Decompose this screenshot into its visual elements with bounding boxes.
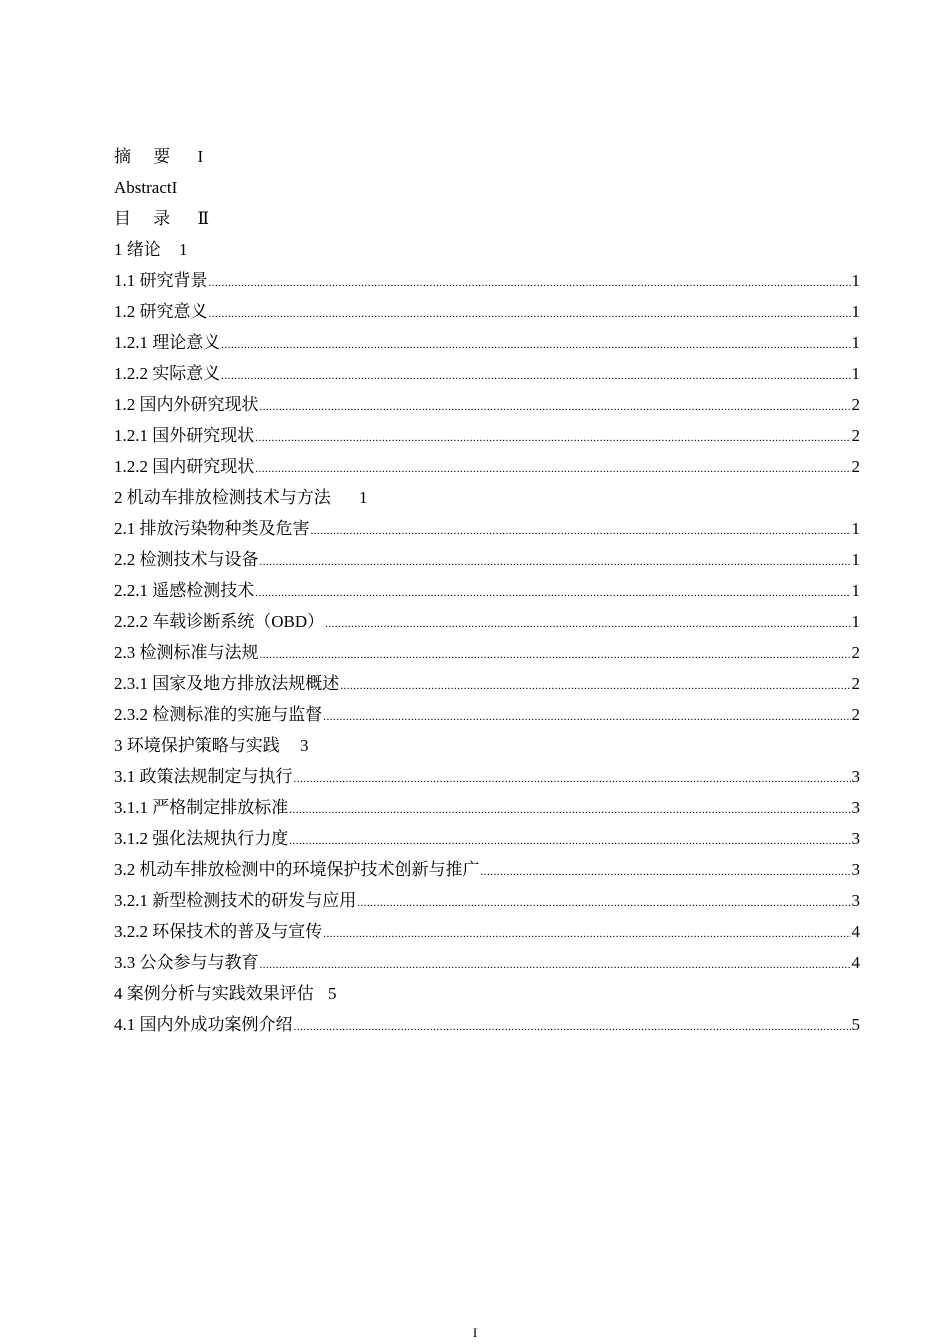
toc-entry-title: 2.3.2 检测标准的实施与监督 bbox=[114, 705, 323, 724]
toc-entry-title: 摘 要 bbox=[114, 147, 180, 166]
dot-leader bbox=[260, 950, 851, 981]
toc-entry-title: 4.1 国内外成功案例介绍 bbox=[114, 1015, 293, 1034]
toc-entry-title: 1.2 国内外研究现状 bbox=[114, 395, 259, 414]
dot-leader bbox=[294, 1012, 851, 1043]
toc-entry-title: 1.2.1 国外研究现状 bbox=[114, 426, 255, 445]
toc-entry-page: 1 bbox=[851, 271, 860, 290]
toc-heading-abstract-cn[interactable] bbox=[114, 141, 860, 172]
toc-entry-title: 3.1 政策法规制定与执行 bbox=[114, 767, 293, 786]
toc-entry-title: 3.1.2 强化法规执行力度 bbox=[114, 829, 289, 848]
dot-leader bbox=[311, 516, 851, 547]
toc-entry[interactable] bbox=[114, 668, 860, 699]
toc-entry[interactable] bbox=[114, 296, 860, 327]
toc-entry-page: 1 bbox=[359, 488, 368, 507]
toc-entry-page: 2 bbox=[851, 426, 860, 445]
toc-entry-title: 3.3 公众参与与教育 bbox=[114, 953, 259, 972]
toc-entry-page: 4 bbox=[851, 953, 860, 972]
dot-leader bbox=[289, 826, 850, 857]
toc-entry-page: 1 bbox=[851, 333, 860, 352]
toc-entry[interactable] bbox=[114, 823, 860, 854]
toc-entry-page: 2 bbox=[851, 457, 860, 476]
toc-entry-title: 2.3.1 国家及地方排放法规概述 bbox=[114, 674, 340, 693]
toc-entry[interactable] bbox=[114, 513, 860, 544]
dot-leader bbox=[294, 764, 851, 795]
toc-entry-page: 2 bbox=[851, 705, 860, 724]
toc-entry-title: 3 环境保护策略与实践 bbox=[114, 736, 280, 755]
toc-entry-title: 4 案例分析与实践效果评估 bbox=[114, 984, 314, 1003]
toc-entry-title: 3.2 机动车排放检测中的环境保护技术创新与推广 bbox=[114, 860, 480, 879]
toc-entry[interactable] bbox=[114, 358, 860, 389]
toc-entry-page: 3 bbox=[851, 767, 860, 786]
toc-entry[interactable] bbox=[114, 761, 860, 792]
dot-leader bbox=[323, 702, 850, 733]
dot-leader bbox=[260, 640, 851, 671]
toc-entry-title: 2 机动车排放检测技术与方法 bbox=[114, 488, 331, 507]
toc-entry-page: 4 bbox=[851, 922, 860, 941]
toc-chapter-4[interactable] bbox=[114, 978, 860, 1009]
toc-entry-page: 2 bbox=[851, 674, 860, 693]
dot-leader bbox=[289, 795, 850, 826]
toc-entry-page: Ⅱ bbox=[197, 209, 210, 228]
toc-entry-page: 1 bbox=[851, 519, 860, 538]
toc-entry[interactable] bbox=[114, 575, 860, 606]
dot-leader bbox=[323, 919, 850, 950]
dot-leader bbox=[255, 578, 850, 609]
dot-leader bbox=[481, 857, 851, 888]
toc-entry-page: 5 bbox=[851, 1015, 860, 1034]
toc-entry-page: 3 bbox=[851, 891, 860, 910]
toc-entry[interactable] bbox=[114, 544, 860, 575]
toc-entry[interactable] bbox=[114, 1009, 860, 1040]
toc-entry-title: 3.2.1 新型检测技术的研发与应用 bbox=[114, 891, 357, 910]
toc-entry-title: 2.1 排放污染物种类及危害 bbox=[114, 519, 310, 538]
dot-leader bbox=[209, 299, 851, 330]
toc-entry-page: 3 bbox=[300, 736, 309, 755]
toc-entry[interactable] bbox=[114, 606, 860, 637]
toc-entry[interactable] bbox=[114, 885, 860, 916]
table-of-contents bbox=[114, 141, 860, 1040]
toc-entry-page: 3 bbox=[851, 798, 860, 817]
toc-entry-page: 1 bbox=[851, 612, 860, 631]
toc-entry-page: 1 bbox=[851, 550, 860, 569]
toc-entry-title: 1.2.1 理论意义 bbox=[114, 333, 221, 352]
toc-entry[interactable] bbox=[114, 854, 860, 885]
dot-leader bbox=[357, 888, 850, 919]
toc-entry[interactable] bbox=[114, 916, 860, 947]
toc-entry-page: 1 bbox=[851, 581, 860, 600]
dot-leader bbox=[340, 671, 850, 702]
toc-heading-abstract-en[interactable] bbox=[114, 172, 860, 203]
toc-entry-title: 1.1 研究背景 bbox=[114, 271, 208, 290]
dot-leader bbox=[260, 547, 851, 578]
toc-entry[interactable] bbox=[114, 637, 860, 668]
dot-leader bbox=[255, 423, 850, 454]
toc-entry-page: 2 bbox=[851, 643, 860, 662]
dot-leader bbox=[255, 454, 850, 485]
dot-leader bbox=[209, 268, 851, 299]
toc-entry-title: 1.2 研究意义 bbox=[114, 302, 208, 321]
toc-entry-page: 1 bbox=[179, 240, 188, 259]
toc-entry[interactable] bbox=[114, 265, 860, 296]
toc-entry-page: I bbox=[197, 147, 204, 166]
toc-entry-title: 2.2.2 车载诊断系统（OBD） bbox=[114, 612, 325, 631]
toc-chapter-2[interactable] bbox=[114, 482, 860, 513]
toc-entry-title: 1 绪论 bbox=[114, 240, 161, 259]
toc-entry-title: 1.2.2 实际意义 bbox=[114, 364, 221, 383]
toc-entry-page: 3 bbox=[851, 829, 860, 848]
toc-entry[interactable] bbox=[114, 792, 860, 823]
toc-entry[interactable] bbox=[114, 327, 860, 358]
toc-entry-title: 目 录 bbox=[114, 209, 180, 228]
toc-entry-page: 1 bbox=[851, 364, 860, 383]
toc-entry[interactable] bbox=[114, 389, 860, 420]
toc-entry-title: 2.2.1 遥感检测技术 bbox=[114, 581, 255, 600]
toc-entry-title: 3.1.1 严格制定排放标准 bbox=[114, 798, 289, 817]
dot-leader bbox=[221, 361, 850, 392]
toc-heading-contents[interactable] bbox=[114, 203, 860, 234]
toc-entry-title: 3.2.2 环保技术的普及与宣传 bbox=[114, 922, 323, 941]
dot-leader bbox=[221, 330, 850, 361]
toc-entry-title: 2.3 检测标准与法规 bbox=[114, 643, 259, 662]
toc-entry[interactable] bbox=[114, 699, 860, 730]
toc-entry-title: AbstractI bbox=[114, 178, 178, 197]
toc-chapter-3[interactable] bbox=[114, 730, 860, 761]
toc-entry[interactable] bbox=[114, 451, 860, 482]
toc-entry-page: 2 bbox=[851, 395, 860, 414]
dot-leader bbox=[260, 392, 851, 423]
toc-entry-title: 1.2.2 国内研究现状 bbox=[114, 457, 255, 476]
toc-entry-title: 2.2 检测技术与设备 bbox=[114, 550, 259, 569]
page-number-footer: I bbox=[472, 1325, 478, 1340]
dot-leader bbox=[325, 609, 850, 640]
toc-entry[interactable] bbox=[114, 420, 860, 451]
toc-entry-page: 5 bbox=[328, 984, 337, 1003]
toc-entry-page: 1 bbox=[851, 302, 860, 321]
toc-chapter-1[interactable] bbox=[114, 234, 860, 265]
toc-entry[interactable] bbox=[114, 947, 860, 978]
toc-entry-page: 3 bbox=[851, 860, 860, 879]
